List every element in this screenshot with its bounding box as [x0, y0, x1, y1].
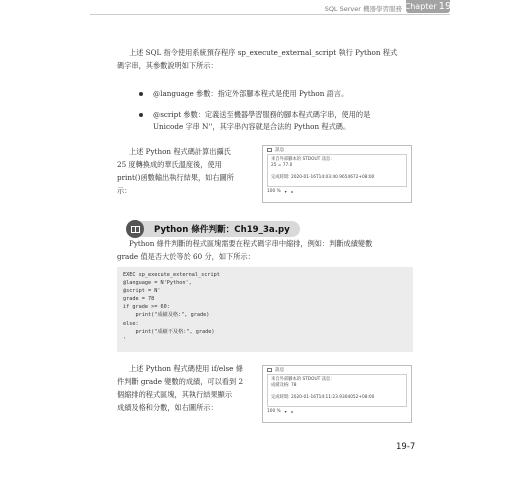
convert-line-3: print()函數輸出執行結果，如右圖所	[117, 173, 234, 182]
convert-line-1: 上述 Python 程式碼計算出攝氏	[129, 147, 231, 156]
bullet-script	[153, 109, 370, 121]
panel-footer	[263, 407, 411, 415]
output-line-2: 25 = 77.0	[271, 163, 293, 168]
code-line: '	[123, 336, 127, 343]
ifelse-line-1: 上述 Python 程式碼使用 if/else 條	[129, 364, 243, 373]
code-line: print("成績及格:", grade)	[123, 312, 210, 319]
zoom-level[interactable]: 100 %	[267, 408, 281, 414]
output-line-3: 完成時間: 2020-01-16T14:03:40.9654672+08:00	[271, 175, 375, 180]
messages-output	[267, 154, 407, 187]
section-heading-text: Python 條件判斷：Ch19_3a.py	[154, 225, 290, 235]
chapter-number: 19	[438, 1, 452, 12]
intro-line-2: 碼字串，其參數說明如下所示：	[117, 61, 218, 70]
code-line: else:	[123, 320, 139, 327]
book-icon	[126, 220, 144, 238]
header-rule	[90, 14, 450, 15]
code-line: @language = N'Python',	[123, 280, 192, 287]
messages-panel-1	[262, 145, 412, 203]
messages-output	[267, 374, 407, 407]
cond-line-1: Python 條件判斷的程式區塊需要在程式碼字串中縮排，例如：判斷成績變數	[129, 239, 373, 248]
bullet-dot-icon	[139, 113, 143, 117]
panel-title-bar	[263, 366, 411, 374]
chapter-tab	[406, 0, 450, 13]
output-line-1: 來自外部腳本的 STDOUT 訊息：	[271, 377, 335, 382]
section-heading	[138, 221, 300, 237]
convert-line-4: 示：	[117, 186, 132, 195]
intro-line-1: 上述 SQL 指令使用系統預存程序 sp_execute_external_script 執行 Python 程式	[129, 48, 398, 57]
scroll-left-icon[interactable]: ◂	[290, 188, 293, 194]
panel-title-bar	[263, 146, 411, 154]
output-line-1: 來自外部腳本的 STDOUT 訊息：	[271, 157, 335, 162]
code-line: @script = N'	[123, 288, 161, 295]
scroll-left-icon[interactable]: ◂	[290, 408, 293, 414]
messages-icon	[267, 368, 272, 372]
messages-panel-2	[262, 365, 412, 423]
output-line-2: 成績及格: 78	[271, 383, 297, 388]
bullet-language-text: @language 參數：指定外部腳本程式是使用 Python 語言。	[153, 89, 349, 98]
code-line: EXEC sp_execute_external_script	[123, 272, 220, 278]
output-line-3: 完成時間: 2020-01-16T14:11:23.9304052+08:00	[271, 395, 375, 400]
bullet-script-text-2: Unicode 字串 N''，其字串內容就是合法的 Python 程式碼。	[153, 122, 351, 131]
bullet-script-text-1: @script 參數：定義送至機器學習服務的腳本程式碼字串，使用的是	[153, 110, 371, 119]
ifelse-line-3: 個縮排的程式區塊，其執行結果顯示	[117, 390, 233, 399]
code-line: if grade >= 60:	[123, 304, 170, 311]
ifelse-line-4: 成績及格和分數，如右圖所示：	[117, 403, 218, 412]
ifelse-line-2: 件判斷 grade 變數的成績，可以看到 2	[117, 377, 244, 386]
panel-footer	[263, 187, 411, 195]
bullet-language	[153, 88, 348, 100]
convert-line-2: 25 度轉換成的華氏溫度後，使用	[117, 160, 222, 169]
code-line: print("成績不及格:", grade)	[123, 328, 215, 335]
page-number: 19-7	[396, 442, 416, 452]
code-line: grade = 78	[123, 296, 155, 303]
panel-title: 訊息	[275, 148, 285, 153]
bullet-dot-icon	[139, 92, 143, 96]
messages-icon	[267, 148, 272, 152]
panel-title: 訊息	[275, 368, 285, 373]
running-header-title: SQL Server 機器學習服務	[324, 5, 402, 13]
cond-line-2: grade 值是否大於等於 60 分，如下所示：	[117, 252, 255, 261]
chapter-label: Chapter	[404, 2, 437, 11]
zoom-level[interactable]: 100 %	[267, 188, 281, 194]
zoom-dropdown-icon[interactable]: ▾	[284, 408, 287, 414]
code-block	[117, 267, 413, 352]
zoom-dropdown-icon[interactable]: ▾	[284, 188, 287, 194]
